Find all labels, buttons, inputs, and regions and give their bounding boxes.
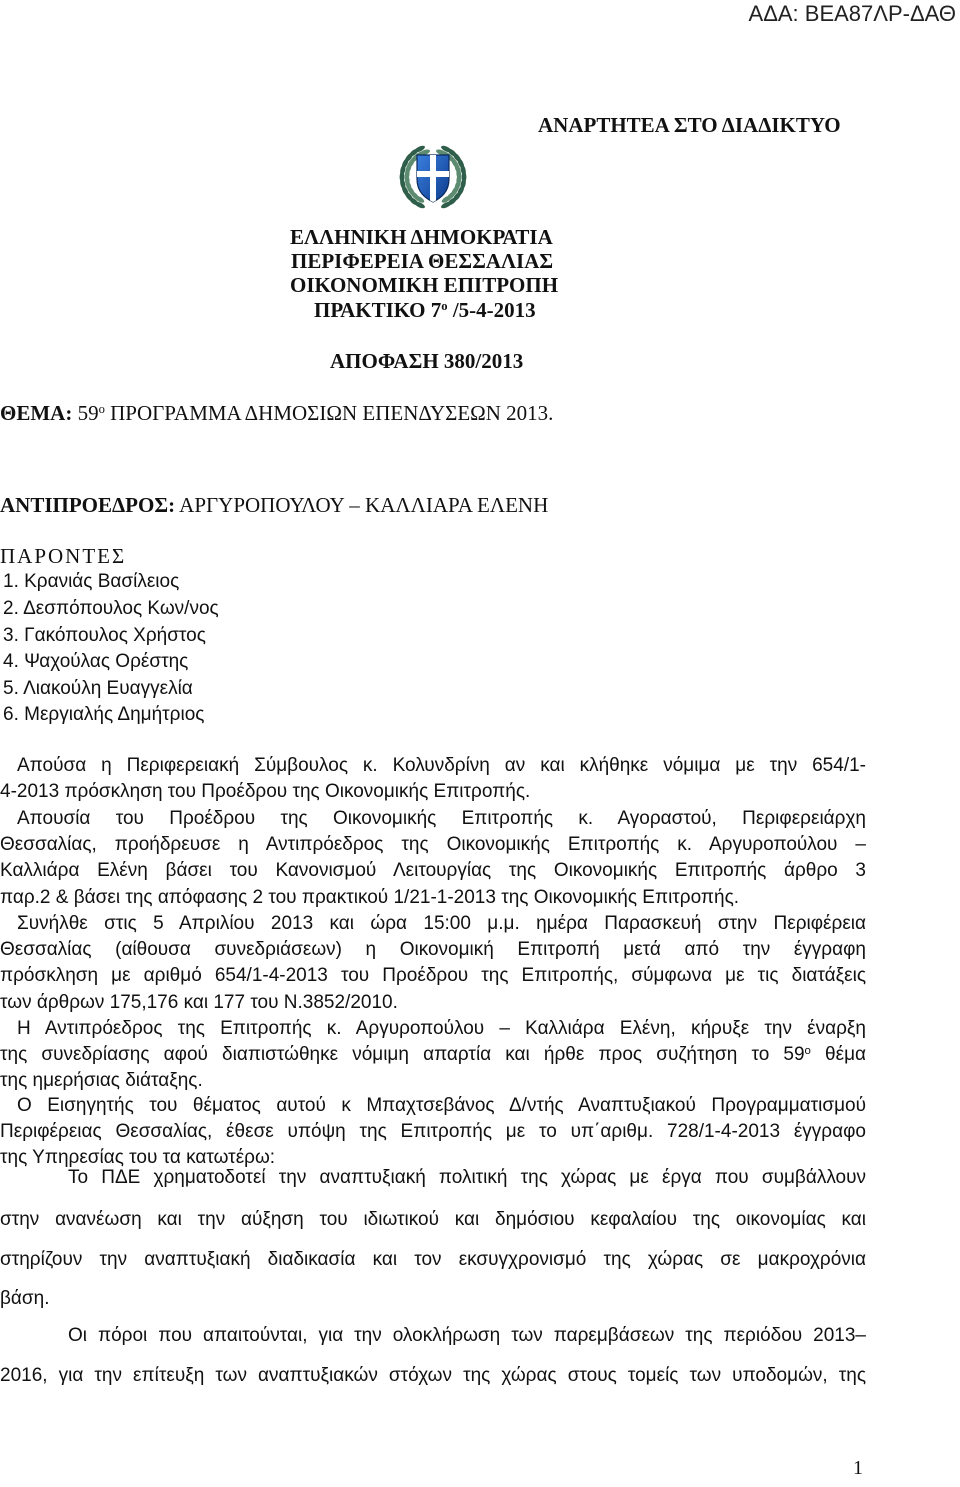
minutes-prefix: ΠΡΑΚΤΙΚΟ 7: [314, 298, 442, 322]
subject-text: ΠΡΟΓΡΑΜΜΑ ΔΗΜΟΣΙΩΝ ΕΠΕΝΔΥΣΕΩΝ 2013.: [104, 401, 554, 425]
body-line-agenda: [0, 1043, 866, 1069]
header-country: ΕΛΛΗΝΙΚΗ ΔΗΜΟΚΡΑΤΙΑ: [290, 225, 553, 249]
subject-label: ΘΕΜΑ:: [0, 401, 73, 425]
body-line: Το ΠΔΕ χρηματοδοτεί την αναπτυξιακή πολιτική της χώρας με έργα που συμβάλλουν: [68, 1167, 866, 1188]
body-line: πρόσκληση με αριθμό 654/1-4-2013 του Προέδρου της Επιτροπής, σύμφωνα με τις διατάξεις: [0, 965, 866, 986]
present-member: 1. Κρανιάς Βασίλειος: [3, 571, 180, 592]
emblem-cross-horizontal: [415, 171, 451, 177]
subject-sup: ο: [98, 402, 105, 417]
body-line: της Υπηρεσίας του τα κατωτέρω:: [0, 1147, 276, 1168]
subject-number: 59: [72, 401, 99, 425]
minutes-sup: ο: [441, 299, 448, 314]
greek-coat-of-arms: [396, 138, 470, 214]
present-member: 2. Δεσπόπουλος Κων/νος: [3, 598, 219, 619]
present-member: 4. Ψαχούλας Ορέστης: [3, 651, 189, 672]
chair-name: ΑΡΓΥΡΟΠΟΥΛΟΥ – ΚΑΛΛΙΑΡΑ ΕΛΕΝΗ: [175, 493, 549, 517]
chair-label: ΑΝΤΙΠΡΟΕΔΡΟΣ:: [0, 493, 176, 517]
body-line: Περιφέρειας Θεσσαλίας, έθεσε υπόψη της Επιτροπής με το υπ΄αριθμ. 728/1-4-2013 έγγραφο: [0, 1121, 866, 1142]
body-line: Καλλιάρα Ελένη βάσει του Κανονισμού Λειτουργίας της Οικονομικής Επιτροπής άρθρο 3: [0, 860, 866, 881]
present-heading: ΠΑΡΟΝΤΕΣ: [0, 544, 127, 568]
body-line: Θεσσαλίας, προήδρευσε η Αντιπρόεδρος της Οικονομικής Επιτροπής κ. Αργυροπούλου –: [0, 834, 866, 855]
agenda-after: θέμα: [810, 1044, 867, 1065]
posting-note: ΑΝΑΡΤΗΤΕΑ ΣΤΟ ΔΙΑΔΙΚΤΥΟ: [538, 113, 841, 137]
body-line: Ο Εισηγητής του θέματος αυτού κ Μπαχτσεβάνος Δ/ντής Αναπτυξιακού Προγραμματισμού: [17, 1095, 866, 1116]
present-member: 5. Λιακούλη Ευαγγελία: [3, 678, 193, 699]
body-line: Απουσία του Προέδρου της Οικονομικής Επιτροπής κ. Αγοραστού, Περιφερειάρχη: [17, 808, 866, 829]
body-line: στην ανανέωση και την αύξηση του ιδιωτικού και δημόσιου κεφαλαίου της οικονομίας και: [0, 1209, 866, 1230]
header-minutes: [314, 298, 536, 325]
body-line: Οι πόροι που απαιτούνται, για την ολοκλήρωση των παρεμβάσεων της περιόδου 2013–: [68, 1325, 866, 1346]
body-line: Απούσα η Περιφερειακή Σύμβουλος κ. Κολυνδρίνη αν και κλήθηκε νόμιμα με την 654/1-: [17, 755, 866, 776]
header-region: ΠΕΡΙΦΕΡΕΙΑ ΘΕΣΣΑΛΙΑΣ: [291, 249, 554, 273]
present-member: 6. Μεργιαλής Δημήτριος: [3, 704, 205, 725]
body-line: βάση.: [0, 1288, 50, 1309]
emblem-cross-vertical: [430, 153, 436, 205]
body-line: παρ.2 & βάσει της απόφασης 2 του πρακτικού 1/21-1-2013 της Οικονομικής Επιτροπής.: [0, 887, 740, 908]
decision-number: ΑΠΟΦΑΣΗ 380/2013: [330, 349, 524, 373]
agenda-sup: ο: [804, 1044, 811, 1057]
body-line: 4-2013 πρόσκληση του Προέδρου της Οικονομικής Επιτροπής.: [0, 781, 531, 802]
body-line: Η Αντιπρόεδρος της Επιτροπής κ. Αργυροπούλου – Καλλιάρα Ελένη, κήρυξε την έναρξη: [17, 1018, 866, 1039]
present-member: 3. Γακόπουλος Χρήστος: [3, 625, 206, 646]
chair-line: [0, 493, 548, 517]
page-number: 1: [853, 1457, 863, 1479]
body-line: Συνήλθε στις 5 Απριλίου 2013 και ώρα 15:00 μ.μ. ημέρα Παρασκευή στην Περιφέρεια: [17, 913, 866, 934]
header-committee: ΟΙΚΟΝΟΜΙΚΗ ΕΠΙΤΡΟΠΗ: [290, 273, 559, 297]
body-line-text: της συνεδρίασης αφού διαπιστώθηκε νόμιμη απαρτία και ήρθε προς συζήτηση το 59: [0, 1044, 805, 1065]
minutes-suffix: /5-4-2013: [447, 298, 536, 322]
body-line: των άρθρων 175,176 και 177 του Ν.3852/2010.: [0, 992, 398, 1013]
ada-code: ΑΔΑ: ΒΕΑ87ΛΡ-ΔΑΘ: [748, 1, 956, 26]
subject-line: [0, 401, 553, 428]
body-line: της ημερήσιας διάταξης.: [0, 1070, 203, 1091]
body-line: στηρίζουν την αναπτυξιακή διαδικασία και τον εκσυγχρονισμό της χώρας σε μακροχρόνια: [0, 1249, 866, 1270]
body-line: 2016, για την επίτευξη των αναπτυξιακών στόχων της χώρας στους τομείς των υποδομών, της: [0, 1365, 866, 1386]
body-line: Θεσσαλίας (αίθουσα συνεδριάσεων) η Οικονομική Επιτροπή μετά από την έγγραφη: [0, 939, 866, 960]
